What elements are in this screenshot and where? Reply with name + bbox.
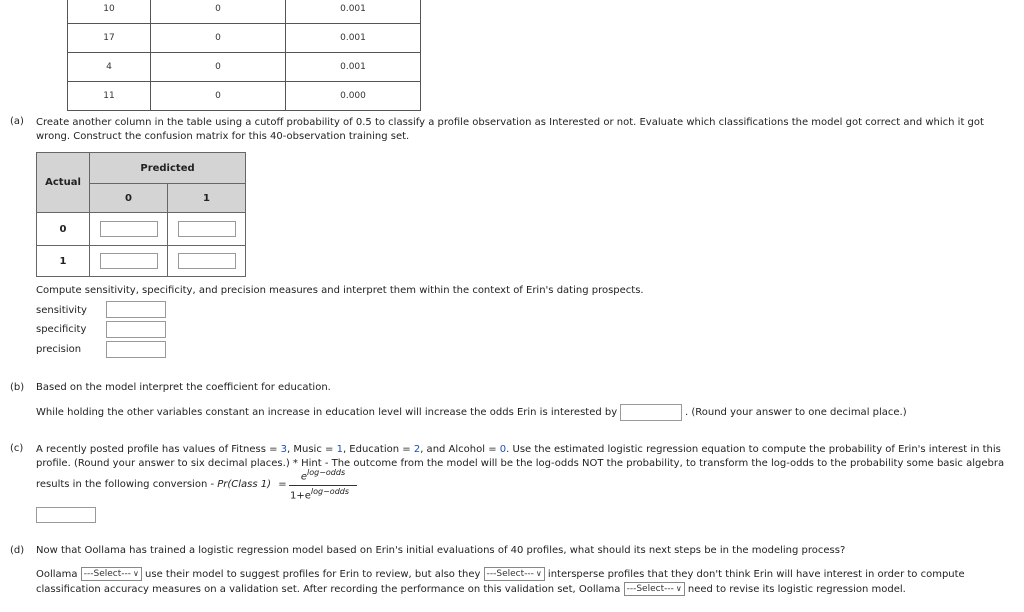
predicted-col-1: 1	[168, 184, 246, 213]
part-d-question: Now that Oollama has trained a logistic regression model based on Erin's initial evaluations of 40 profiles, what should its next steps be in the modeling process?	[36, 545, 846, 556]
question-text: , Education =	[342, 444, 414, 455]
fraction-denominator	[290, 487, 356, 501]
odds-increase-input[interactable]	[620, 404, 682, 421]
answer-text: need to revise its logistic regression model.	[687, 584, 906, 595]
formula-lhs: Pr(Class 1)	[217, 479, 272, 490]
sensitivity-label: sensitivity	[36, 305, 87, 316]
part-b-statement	[36, 407, 617, 418]
part-b-question: Based on the model interpret the coefficient for education.	[36, 382, 331, 393]
confusion-matrix	[36, 152, 246, 277]
table-cell: 0.001	[286, 24, 421, 53]
select-value: ---Select---	[83, 569, 131, 579]
question-text: , Music =	[287, 444, 337, 455]
answer-text: intersperse profiles that they don't think Erin will have interest in order to compute	[547, 569, 965, 580]
sensitivity-input[interactable]	[106, 301, 166, 318]
part-c-label: (c)	[10, 443, 24, 454]
denominator-exponent: log−odds	[310, 487, 350, 496]
denominator-base: 1+e	[290, 490, 311, 502]
question-text: results in the following conversion -	[36, 479, 218, 490]
compute-instructions: Compute sensitivity, specificity, and precision measures and interpret them within the context of Erin's dating prospects.	[36, 285, 644, 296]
table-row	[68, 82, 421, 111]
table-cell: 0	[151, 0, 286, 24]
fp-input[interactable]	[178, 221, 236, 237]
conversion-intro	[36, 479, 287, 490]
select-value: ---Select---	[626, 584, 674, 594]
question-text: wrong. Construct the confusion matrix for this 40-observation training set.	[36, 131, 410, 142]
matrix-cell-0-1	[168, 213, 246, 246]
part-c-question	[36, 443, 1016, 471]
table-cell: 0	[151, 53, 286, 82]
chevron-down-icon: ∨	[535, 569, 542, 578]
fraction-bar	[289, 485, 357, 486]
fraction-numerator	[290, 468, 356, 482]
numerator-exponent: log−odds	[307, 468, 346, 477]
part-a-label: (a)	[10, 116, 24, 127]
precision-input[interactable]	[106, 341, 166, 358]
probability-input[interactable]	[36, 507, 96, 523]
education-value: 2	[413, 444, 421, 455]
table-row	[68, 53, 421, 82]
fitness-value: 3	[280, 444, 288, 455]
table-cell: 10	[68, 0, 151, 24]
answer-text: use their model to suggest profiles for Erin to review, but also they	[145, 569, 481, 580]
alcohol-value: 0	[499, 444, 507, 455]
table-cell: 0.000	[286, 82, 421, 111]
data-table	[67, 0, 421, 111]
precision-label: precision	[36, 344, 82, 355]
part-b-label: (b)	[10, 382, 25, 393]
question-text: , and Alcohol =	[420, 444, 500, 455]
select-dropdown-1[interactable]	[81, 567, 142, 581]
music-value: 1	[336, 444, 343, 455]
question-line	[36, 443, 1016, 457]
equals-sign: =	[278, 479, 287, 490]
oollama-text: Oollama	[36, 569, 78, 580]
select-dropdown-2[interactable]	[484, 567, 545, 581]
question-text: A recently posted profile has values of Fitness =	[36, 444, 281, 455]
answer-text: classification accuracy measures on a validation set. After recording the performance on this validation set, Oollama	[36, 584, 621, 595]
matrix-cell-1-0	[90, 246, 168, 277]
predicted-header: Predicted	[90, 153, 246, 184]
table-cell: 0	[151, 82, 286, 111]
statement-text: While holding the other variables constant an increase in education level will increase the odds Erin is interested by	[36, 407, 618, 418]
specificity-input[interactable]	[106, 321, 166, 338]
question-text: profile. (Round your answer to six decimal places.) * Hint - The outcome from the model will be the log-odds NOT the probability, to transform the log-odds to the probability some basic algebra	[36, 458, 1005, 469]
chevron-down-icon: ∨	[675, 584, 682, 593]
table-cell: 0.001	[286, 53, 421, 82]
table-cell: 0.001	[286, 0, 421, 24]
question-text: Create another column in the table using a cutoff probability of 0.5 to classify a profile observation as Interested or not. Evaluate which classifications the model got correct and which it got	[36, 117, 984, 128]
question-text: . Use the estimated logistic regression equation to compute the probability of Erin's interest in this	[506, 444, 1001, 455]
tn-input[interactable]	[100, 221, 158, 237]
part-a-question	[36, 116, 1016, 144]
table-cell: 0	[151, 24, 286, 53]
select-value: ---Select---	[486, 569, 534, 579]
table-cell: 17	[68, 24, 151, 53]
actual-header: Actual	[37, 153, 90, 213]
table-row	[68, 0, 421, 24]
matrix-cell-0-0	[90, 213, 168, 246]
fn-input[interactable]	[100, 253, 158, 269]
specificity-label: specificity	[36, 324, 87, 335]
predicted-col-0: 0	[90, 184, 168, 213]
actual-row-0: 0	[37, 213, 90, 246]
tp-input[interactable]	[178, 253, 236, 269]
select-dropdown-3[interactable]	[624, 582, 685, 596]
chevron-down-icon: ∨	[132, 569, 139, 578]
numerator-e: e	[300, 471, 308, 483]
part-d-answer	[36, 567, 1016, 597]
actual-row-1: 1	[37, 246, 90, 277]
table-row	[68, 24, 421, 53]
part-d-label: (d)	[10, 545, 25, 556]
round-instruction: . (Round your answer to one decimal place.)	[685, 407, 907, 418]
matrix-cell-1-1	[168, 246, 246, 277]
table-cell: 4	[68, 53, 151, 82]
table-cell: 11	[68, 82, 151, 111]
